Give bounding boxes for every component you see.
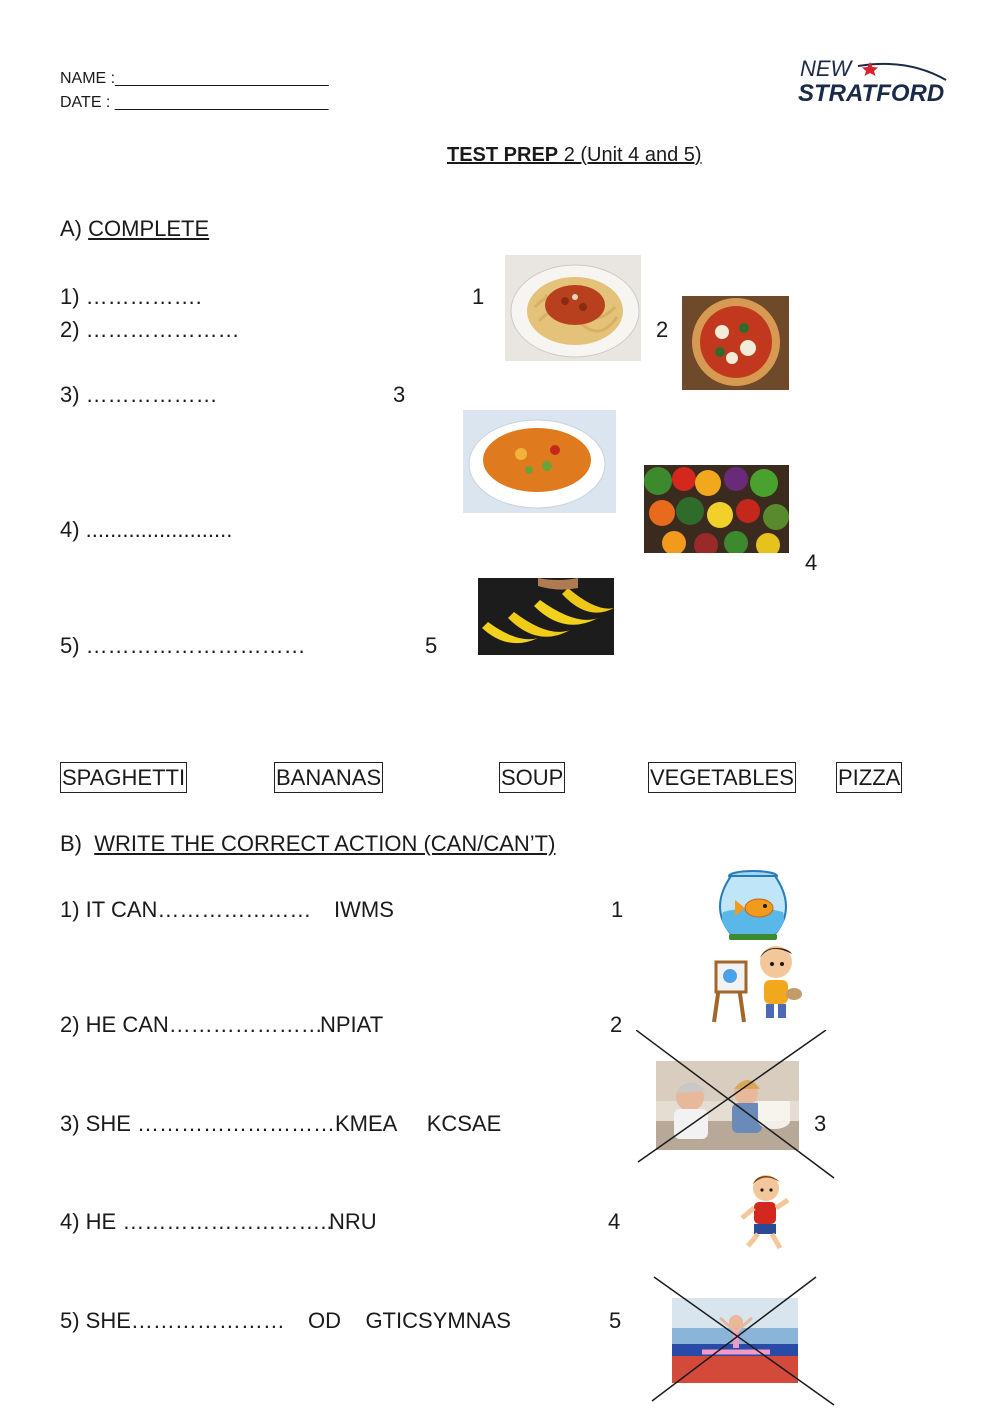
section-a-heading <box>60 216 209 242</box>
action-number-2: 2 <box>610 1012 623 1037</box>
cross-out-mark-3 <box>636 1030 836 1180</box>
fishbowl-image <box>713 868 793 944</box>
section-b-title: WRITE THE CORRECT ACTION (CAN/CAN’T) <box>94 831 556 856</box>
logo <box>798 52 958 112</box>
soup-image <box>463 410 616 513</box>
action-item-1: 1) IT CAN………………… <box>60 897 312 922</box>
page-title-bold: TEST PREP <box>447 144 559 166</box>
word-bank-bananas: BANANAS <box>274 762 383 793</box>
page-title-rest: 2 (Unit 4 and 5) <box>558 144 702 166</box>
picture-number-2: 2 <box>656 317 669 342</box>
action-number-3: 3 <box>814 1111 827 1136</box>
action-number-1: 1 <box>611 897 624 922</box>
word-bank-spaghetti: SPAGHETTI <box>60 762 187 793</box>
word-bank-soup: SOUP <box>499 762 565 793</box>
complete-item-3: 3) ……………… <box>60 382 218 407</box>
section-a-prefix: A) <box>60 216 89 241</box>
boy-running-image <box>738 1172 792 1254</box>
logo-stratford: STRATFORD <box>798 80 945 107</box>
logo-new: NEW <box>800 56 852 81</box>
complete-item-2: 2) ………………… <box>60 317 240 342</box>
cross-out-mark-5 <box>650 1275 836 1407</box>
action-number-5: 5 <box>609 1308 622 1333</box>
section-b-prefix: B) <box>60 831 95 856</box>
picture-number-5: 5 <box>425 633 438 658</box>
section-b-heading <box>60 831 555 857</box>
boy-painting-image <box>710 942 802 1024</box>
picture-number-3: 3 <box>393 382 406 407</box>
word-bank-pizza: PIZZA <box>836 762 902 793</box>
page-title <box>447 144 702 167</box>
scramble-1: IWMS <box>334 897 394 922</box>
picture-number-1: 1 <box>472 284 485 309</box>
action-item-2: 2) HE CAN………………… <box>60 1012 323 1037</box>
action-item-5: 5) SHE………………… <box>60 1308 285 1333</box>
pizza-image <box>682 296 789 390</box>
word-bank-vegetables: VEGETABLES <box>648 762 796 793</box>
action-item-4: 4) HE ……………………….. <box>60 1209 333 1234</box>
complete-item-1: 1) ……………. <box>60 284 202 309</box>
action-item-3: 3) SHE ………………………. <box>60 1111 342 1136</box>
action-number-4: 4 <box>608 1209 621 1234</box>
spaghetti-image <box>505 255 641 361</box>
scramble-4: NRU <box>329 1209 377 1234</box>
vegetables-image <box>644 465 789 553</box>
name-field: NAME :________________________ <box>60 70 329 87</box>
complete-item-5: 5) ………………………… <box>60 633 306 658</box>
section-a-title: COMPLETE <box>88 216 210 241</box>
picture-number-4: 4 <box>805 550 818 575</box>
scramble-5: OD GTICSYMNAS <box>308 1308 511 1333</box>
scramble-3: KMEA KCSAE <box>335 1111 502 1136</box>
date-field: DATE : ________________________ <box>60 94 329 111</box>
scramble-2: NPIAT <box>320 1012 384 1037</box>
complete-item-4: 4) ........................ <box>60 517 233 542</box>
bananas-image <box>478 578 614 655</box>
